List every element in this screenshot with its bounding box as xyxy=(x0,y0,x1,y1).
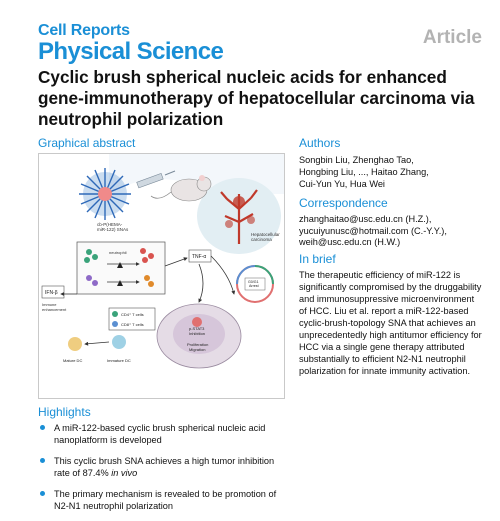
highlights-list xyxy=(38,422,288,521)
proliferation-label: Proliferation Migration xyxy=(187,342,209,352)
neutrophil-label: neutrophil xyxy=(109,250,127,255)
tnf-label: TNF-α xyxy=(192,254,207,260)
authors-line-2: Hongbing Liu, ..., Haitao Zhang, xyxy=(299,167,429,177)
cd4-label: CD4⁺ T cells xyxy=(121,312,144,317)
authors-line-1: Songbin Liu, Zhenghao Tao, xyxy=(299,155,414,165)
paper-title: Cyclic brush spherical nucleic acids for enhanced gene-immunotherapy of hepatocellular carcinoma via neutrophil polarization xyxy=(38,67,475,129)
bullet-icon xyxy=(40,425,45,430)
correspondence-email-2[interactable]: yucuiyunusc@hotmail.com (C.-Y.Y.), xyxy=(299,225,447,236)
immune-enhancement-label: Immune enhancement xyxy=(42,302,67,312)
in-brief-text: The therapeutic efficiency of miR-122 is significantly compromised by the druggability and immunosuppressive microenvironment of HCC. Liu et al. report a miR-122-based cyclic-brush-topology SNA that achieves an unprecedentedly high antitumor efficiency for HCC via a single gene therapy attributed substantially to efficient N2-N1 neutrophil polarization for innate immunity activation. xyxy=(299,270,482,376)
graphical-abstract-heading: Graphical abstract xyxy=(38,136,136,150)
journal-name-line1: Cell Reports xyxy=(38,22,130,39)
arrest-label: G0/G1 Arrest xyxy=(248,280,259,288)
graphical-abstract-figure xyxy=(38,153,285,399)
bullet-icon xyxy=(40,458,45,463)
highlights-heading: Highlights xyxy=(38,405,91,419)
authors-line-3: Cui-Yun Yu, Hua Wei xyxy=(299,179,385,189)
in-brief-heading: In brief xyxy=(299,252,336,266)
highlight-item: A miR-122-based cyclic brush spherical nucleic acid nanoplatform is developed xyxy=(38,422,288,446)
bullet-icon xyxy=(40,491,45,496)
article-type-label: Article xyxy=(422,27,482,48)
correspondence-email-3[interactable]: weih@usc.edu.cn (H.W.) xyxy=(299,237,401,247)
correspondence-heading: Correspondence xyxy=(299,196,388,210)
mature-dc-label: Mature DC xyxy=(63,358,83,363)
cd8-label: CD8⁺ T cells xyxy=(121,322,144,327)
journal-name-line2: Physical Science xyxy=(38,38,224,65)
immature-dc-label: Immature DC xyxy=(107,358,131,363)
highlight-item: The primary mechanism is revealed to be promotion of N2-N1 neutrophil polarization xyxy=(38,488,288,512)
authors-heading: Authors xyxy=(299,136,341,150)
snas-label: cb-P(HEMA-miR-122) SNAs xyxy=(97,222,129,232)
graphical-abstract-illustration xyxy=(39,154,284,398)
carcinoma-label: Hepatocellular carcinoma xyxy=(251,232,280,242)
tumor-cell-icon xyxy=(157,304,241,368)
correspondence-email-1[interactable]: zhanghaitao@usc.edu.cn (H.Z.), xyxy=(299,214,432,224)
highlight-item: This cyclic brush SNA achieves a high tumor inhibition rate of 87.4% in vivo xyxy=(38,455,288,479)
authors-list xyxy=(299,154,489,190)
stat3-label: p-STAT3 Inhibition xyxy=(189,326,206,336)
ifn-label: IFN-β xyxy=(45,290,58,296)
correspondence-list xyxy=(299,214,494,249)
